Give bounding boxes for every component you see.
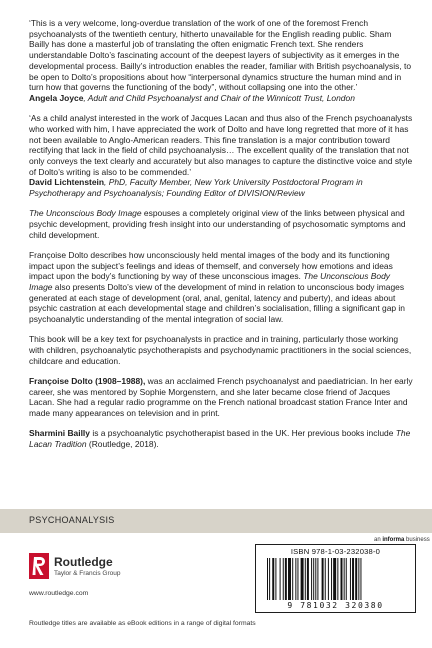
- description-paragraph-1: The Unconscious Body Image espouses a completely original view of the links between physical and psychic development, providing fresh insight into our understanding of psychosomatic symptoms and child development.: [29, 208, 406, 240]
- endorsement-attribution-1: [29, 93, 413, 104]
- endorsement-attribution-2: [29, 177, 413, 198]
- blurb-text: [29, 18, 413, 459]
- translator-name: Sharmini Bailly: [29, 428, 90, 439]
- category-label: PSYCHOANALYSIS: [29, 515, 115, 525]
- book-title: The Unconscious Body Image: [29, 208, 142, 219]
- author-name: Françoise Dolto (1908–1988),: [29, 375, 146, 386]
- isbn-barcode: [255, 544, 416, 613]
- informa-note: an informa business: [374, 537, 430, 543]
- endorsement-quote-1: ‘This is a very welcome, long-overdue translation of the work of one of the foremost French psychoanalysts of the twentieth century, hitherto unavailable for the English reading public. Sham Bailly has done a masterful job of translating the often enigmatic French text. She renders understandable Dolto’s fascinating account of the deepest layers of subjectivity as it emerges in the developmental process. Bailly’s introduction enables the reader, familiar with British psychoanalysis, to be open to Dolto’s propositions about how “interpersonal dynamics structure the human mind and in turn how that governs the functioning of the body”, without collapsing one into the other.’: [29, 18, 412, 93]
- endorser-role: , Adult and Child Psychoanalyst and Chair of the Winnicott Trust, London: [83, 92, 355, 103]
- endorser-name: David Lichtenstein: [29, 177, 105, 188]
- barcode-icon: [265, 558, 407, 600]
- description-paragraph-2: Françoise Dolto describes how unconsciously held mental images of the body and its functioning impact upon the subject’s feelings and ideas of themself, and conversely how emotions and ideas impact upon the body’s functioning by way of these unconscious images. The Unconscious Body Image also presents Dolto’s view of the development of mind in relation to unconscious body images generated at each stage of development (oral, anal, genital, latency and puberty), and ideas about psychic castration at each developmental stage and children’s socialisation, filling a significant gap in psychoanalytic understanding of the mental integration of social law.: [29, 249, 405, 325]
- publisher-name: Routledge: [54, 555, 113, 569]
- previous-book-title: The Lacan Tradition: [29, 428, 411, 449]
- ebook-note: Routledge titles are available as eBook editions in a range of digital formats: [29, 620, 256, 627]
- routledge-r-icon: [29, 553, 49, 579]
- description-paragraph-3: This book will be a key text for psychoanalysts in practice and in training, particularly those working with children, psychoanalytic psychotherapists and psychodynamic practitioners in the social sciences, childcare and education.: [29, 334, 412, 366]
- author-bio: Françoise Dolto (1908–1988), was an acclaimed French psychoanalyst and paediatrician. In her early career, she was mentored by Sophie Morgenstern, and she later became close friend of Jacques Lacan. She had a regular radio programme on the French national broadcast station France Inter and made many appearances on television and in print.: [29, 375, 413, 418]
- endorser-name: Angela Joyce: [29, 92, 84, 103]
- publisher-website: www.routledge.com: [29, 590, 89, 597]
- publisher-group: Taylor & Francis Group: [54, 570, 121, 577]
- endorser-role: , PhD, Faculty Member, New York University Postdoctoral Program in Psychotherapy and Psychoanalysis; Founding Editor of DIVISION/Review: [29, 177, 363, 199]
- publisher-footer: [0, 533, 432, 648]
- book-title: The Unconscious Body Image: [29, 271, 390, 292]
- informa-brand: informa: [382, 537, 405, 543]
- category-band: [0, 509, 432, 533]
- routledge-logo: [29, 553, 139, 593]
- barcode-digits: 9 781032 320380: [287, 601, 384, 610]
- translator-bio: Sharmini Bailly is a psychoanalytic psychotherapist based in the UK. Her previous books include The Lacan Tradition (Routledge, 2018).: [29, 428, 411, 449]
- endorsement-quote-2: ‘As a child analyst interested in the work of Jacques Lacan and thus also of the French psychoanalysts who worked with him, I have appreciated the work of Dolto and have long regretted that more of it has not been available to Anglo-American readers. This fine translation is a major contribution toward rectifying that lack in the field of child psychoanalysis… The excellent quality of the translation that not only conveys the text clearly and accurately but also manages to capture the distinctive voice and style of Dolto’s writing is also to be commended.’: [29, 113, 413, 177]
- isbn-label: ISBN 978-1-03-232038-0: [290, 547, 381, 556]
